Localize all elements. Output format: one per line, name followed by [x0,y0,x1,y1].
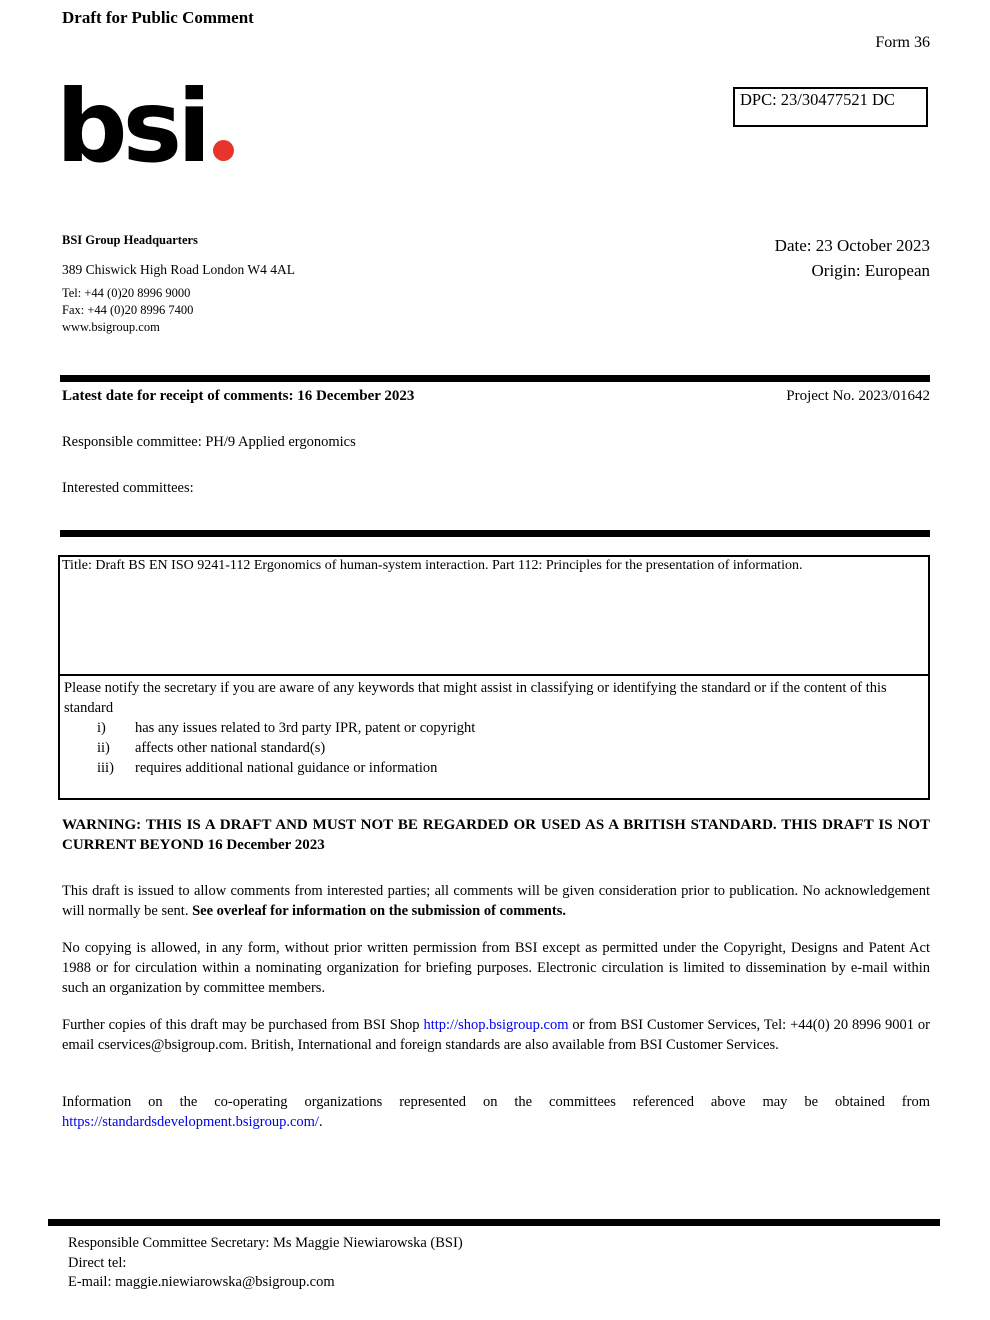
cooperating-info-paragraph [62,1092,930,1132]
comments-deadline-row [62,388,930,405]
bsi-logo-text: bsi [56,68,207,185]
date-origin-block [775,233,930,283]
bsi-shop-link[interactable]: http://shop.bsigroup.com [423,1017,569,1033]
draft-issued-paragraph [62,881,930,921]
divider-bar-top [60,375,930,382]
draft-issued-text: This draft is issued to allow comments from interested parties; all comments will be given consideration prior to publication. No acknowledgement will normally be sent. [62,883,930,919]
committee-secretary: Responsible Committee Secretary: Ms Maggie Niewiarowska (BSI) [68,1235,463,1251]
footer-contact-block [68,1234,463,1293]
form-number: Form 36 [875,34,930,51]
date-line: Date: 23 October 2023 [774,236,930,255]
origin-line: Origin: European [811,261,930,280]
further-copies-text-after: or from BSI Customer Services, Tel: +44(0) 20 8996 9001 or email cservices@bsigroup.com. British, International and foreign standards are also available from BSI Customer Services. [62,1017,931,1053]
draft-issued-bold-text: See overleaf for information on the submission of comments. [192,903,566,919]
standards-development-link[interactable]: https://standardsdevelopment.bsigroup.com/ [62,1114,319,1130]
keywords-item-1 [64,718,924,738]
responsible-committee: Responsible committee: PH/9 Applied ergonomics [62,434,356,450]
dpc-number: DPC: 23/30477521 DC [740,90,895,109]
keywords-notice-box [58,674,930,800]
keywords-item-2-numeral: ii) [97,740,110,756]
keywords-item-3-text: requires additional national guidance or information [135,760,438,776]
address-website: www.bsigroup.com [62,320,160,334]
interested-committees: Interested committees: [62,480,194,496]
keywords-item-2 [64,738,924,758]
further-copies-paragraph [62,1015,930,1055]
keywords-item-1-text: has any issues related to 3rd party IPR, patent or copyright [135,720,476,736]
title-box [58,555,930,676]
address-tel: Tel: +44 (0)20 8996 9000 [62,286,191,300]
latest-date-label: Latest date for receipt of comments: 16 December 2023 [62,388,415,404]
document-header-label: Draft for Public Comment [62,8,254,27]
address-block [62,233,295,336]
keywords-item-3 [64,758,924,778]
keywords-item-1-numeral: i) [97,720,106,736]
address-street: 389 Chiswick High Road London W4 4AL [62,262,295,277]
standard-title: Title: Draft BS EN ISO 9241-112 Ergonomics of human-system interaction. Part 112: Principles for the presentation of information. [62,558,803,573]
bsi-logo [56,68,234,185]
divider-bar-bottom [48,1219,940,1226]
dpc-number-box [733,87,928,127]
direct-tel: Direct tel: [68,1254,127,1271]
cooperating-info-text-before: Information on the co-operating organizations represented on the committees referenced above may be obtained from [62,1094,930,1110]
keywords-intro: Please notify the secretary if you are aware of any keywords that might assist in classifying or identifying the standard or if the content of this standard [64,680,887,716]
bsi-logo-red-dot-icon [213,140,234,161]
cooperating-info-text-after: . [318,1114,323,1130]
secretary-email: E-mail: maggie.niewiarowska@bsigroup.com [68,1274,335,1290]
divider-bar-middle [60,530,930,537]
keywords-item-2-text: affects other national standard(s) [135,740,326,756]
warning-paragraph: WARNING: THIS IS A DRAFT AND MUST NOT BE REGARDED OR USED AS A BRITISH STANDARD. THIS DRAFT IS NOT CURRENT BEYOND 16 December 2023 [62,817,930,853]
no-copying-paragraph: No copying is allowed, in any form, without prior written permission from BSI except as permitted under the Copyright, Designs and Patent Act 1988 or for circulation within a nominating organization for briefing purposes. Electronic circulation is limited to dissemination by e-mail within such an organization by committee members. [62,940,930,996]
keywords-item-3-numeral: iii) [97,760,114,776]
address-fax: Fax: +44 (0)20 8996 7400 [62,303,194,317]
further-copies-text-before: Further copies of this draft may be purchased from BSI Shop [62,1017,424,1033]
address-name: BSI Group Headquarters [62,233,198,247]
project-number: Project No. 2023/01642 [786,388,930,404]
